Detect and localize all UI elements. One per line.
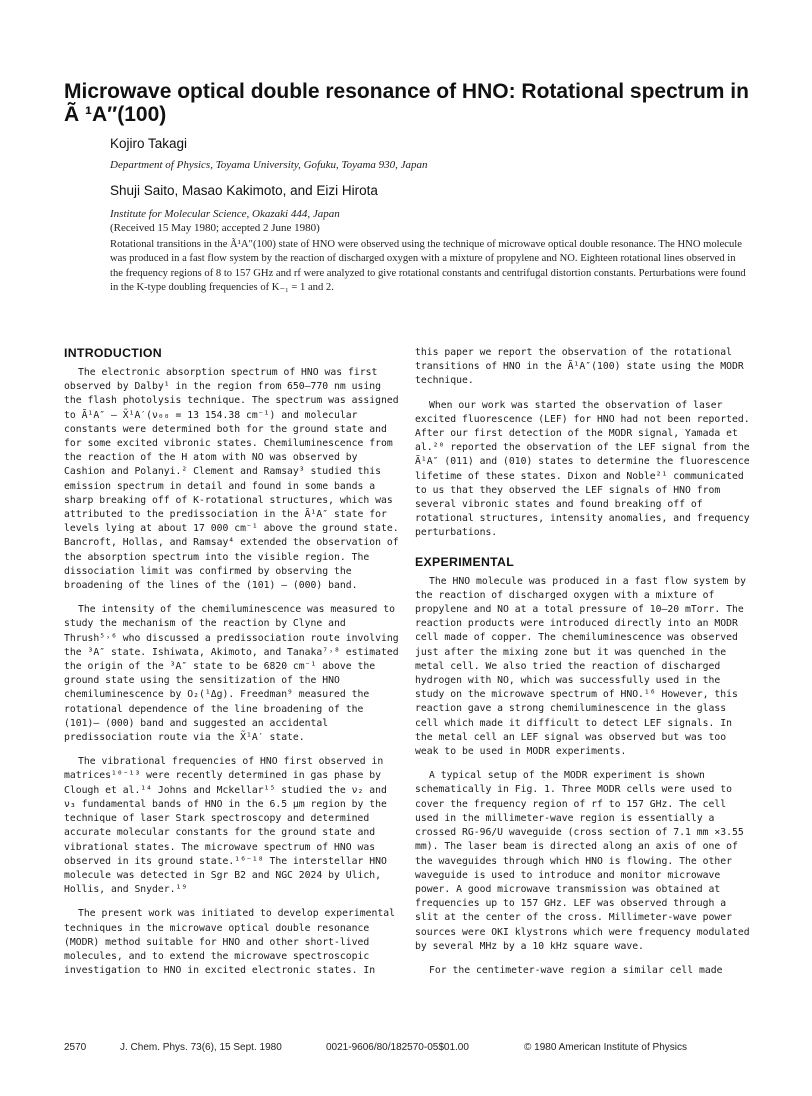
experimental-paragraph-1: The HNO molecule was produced in a fast flow system by the reaction of discharged oxygen with a mixture of propylene and NO at a total pressure of 10–20 mTorr. The reaction products were introduced directly into an MODR cell made of copper. The chemiluminescence was observed just after the mixing zone but it was quenched in the metal cell. We also tried the reaction of discharged hydrogen with NO, which was successfully used in the study on the microwave spectrum of HNO.¹⁶ However, this reaction gave a strong chemiluminescence in the glass cell which made it difficult to detect LEF signals. In the metal cell an LEF signal was observed but was too weak to be used in MODR experiments.	[415, 575, 746, 758]
intro-paragraph-4: The present work was initiated to develop experimental techniques in the microwave optical double resonance (MODR) method suitable for HNO and other short-lived molecules, and to extend the microwave spectroscopic investigation to HNO in excited electronic states. In	[64, 908, 395, 977]
introduction-heading: INTRODUCTION	[64, 346, 162, 360]
abstract	[110, 238, 750, 295]
intro-paragraph-3: The vibrational frequencies of HNO first observed in matrices¹⁰⁻¹³ were recently determined in gas phase by Clough et al.¹⁴ Johns and Mckellar¹⁵ studied the ν₂ and ν₃ fundamental bands of HNO in the 6.5 μm region by the technique of laser Stark spectroscopy and determined accurate molecular constants for the ground state and vibrational states. The microwave spectrum of HNO was observed in its ground state.¹⁶⁻¹⁸ The interstellar HNO molecule was detected in Sgr B2 and NGC 2024 by Ulich, Hollis, and Snyder.¹⁹	[64, 756, 387, 896]
page-number: 2570	[64, 1042, 87, 1053]
experimental-paragraph-2: A typical setup of the MODR experiment is shown schematically in Fig. 1. Three MODR cells were used to cover the frequency region of rf to 157 GHz. The cell used in the millimeter-wave region is essentially a crossed RG-96/U waveguide (cross section of 7.1 mm ×3.55 mm). The laser beam is directed along an axis of one of the waveguides through which HNO is flowing. The other waveguide is used to introduce and monitor microwave power. A good microwave transmission was obtained at frequencies up to 157 GHz. LEF was observed through a slit at the center of the cross. Millimeter-wave power sources were OKI klystrons which were frequency modulated by several MHz by a 10 kHz square wave.	[415, 770, 750, 952]
authors-ims: Shuji Saito, Masao Kakimoto, and Eizi Hirota	[110, 183, 378, 198]
experimental-paragraph-3: For the centimeter-wave region a similar cell made	[429, 964, 723, 976]
copyright-notice: © 1980 American Institute of Physics	[524, 1042, 688, 1053]
received-date: (Received 15 May 1980; accepted 2 June 1980)	[110, 222, 320, 234]
author-takagi: Kojiro Takagi	[110, 136, 188, 151]
intro-paragraph-2: The intensity of the chemiluminescence was measured to study the mechanism of the reaction by Clyne and Thrush⁵˒⁶ who discussed a predissociation route involving the ³A″ state. Ishiwata, Akimoto, and Tanaka⁷˒⁸ estimated the origin of the ³A″ state to be 6820 cm⁻¹ above the ground state using the sensitization of the HNO chemiluminescence by O₂(¹Δg). Freedman⁹ measured the rotational dependence of the line broadening of the (101)– (000) band and suggested an accidental predissociation route via the X̃¹A′ state.	[64, 604, 399, 744]
article-title: Microwave optical double resonance of HNO: Rotational spectrum in Ã ¹A″(100)	[64, 80, 749, 126]
intro-paragraph-1: The electronic absorption spectrum of HNO was first observed by Dalby¹ in the region from 650–770 nm using the flash photolysis technique. The spectrum was assigned to Ã¹A″ – X̃¹A′(ν₀₀ = 13 154.38 cm⁻¹) and molecular constants were determined both for the ground state and for some excited vibronic states. Chemiluminescence from the reaction of the H atom with NO was observed by Cashion and Polanyi.² Clement and Ramsay³ studied this emission spectrum in detail and found in some bands a sharp breaking off of K-rotational structures, which was attributed to the predissociation in the Ã¹A″ state for levels lying at about 17 000 cm⁻¹ above the ground state. Bancroft, Hollas, and Ramsay⁴ extended the observation of the absorption spectrum into the visible region. The dissociation limit was confirmed by observing the broadening of the lines of the (101) – (000) band.	[64, 367, 399, 592]
page-footer	[64, 1042, 758, 1056]
intro-paragraph-6: When our work was started the observation of laser excited fluorescence (LEF) for HNO had not been reported. After our first detection of the MODR signal, Yamada et al.²⁰ reported the observation of the LEF signal from the Ã¹A″ (011) and (010) states to determine the fluorescence lifetime of these states. Dixon and Noble²¹ communicated to us that they observed the LEF signals of HNO from several vibronic states and found breaking off of rotational structures, intensity anomalies, and frequency perturbations.	[415, 399, 750, 539]
affiliation-toyama: Department of Physics, Toyama University, Gofuku, Toyama 930, Japan	[110, 159, 428, 171]
left-column	[64, 346, 402, 988]
article-code: 0021-9606/80/182570-05$01.00	[326, 1042, 469, 1053]
affiliation-ims: Institute for Molecular Science, Okazaki 444, Japan	[110, 208, 340, 220]
intro-paragraph-5: this paper we report the observation of the rotational transitions of HNO in the Ã¹A″(100) state using the MODR technique.	[415, 347, 744, 387]
journal-citation: J. Chem. Phys. 73(6), 15 Sept. 1980	[120, 1042, 282, 1053]
experimental-heading: EXPERIMENTAL	[415, 554, 515, 569]
abstract-text: Rotational transitions in the Ã¹A″(100) state of HNO were observed using the technique of microwave optical double resonance. The HNO molecule was produced in a fast flow system by the reaction of discharged oxygen with a mixture of propylene and NO. Eighteen rotational lines observed in the frequency regions of 8 to 157 GHz and rf were analyzed to give rotational constants and centrifugal distortion constants. Perturbations were found in the K-type doubling frequencies of K₋₁ = 1 and 2.	[110, 239, 746, 293]
right-column	[415, 346, 755, 988]
